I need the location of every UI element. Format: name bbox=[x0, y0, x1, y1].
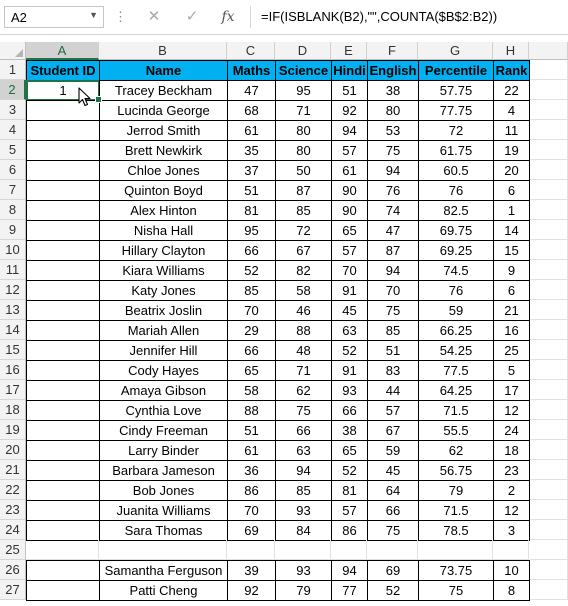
cell-rank[interactable]: 11 bbox=[493, 120, 530, 141]
cell-science[interactable]: 93 bbox=[275, 560, 332, 581]
cell-name[interactable]: Cody Hayes bbox=[99, 360, 228, 381]
empty-cell[interactable] bbox=[530, 120, 568, 140]
row-header-6[interactable]: 6 bbox=[0, 160, 26, 180]
header-cell-rank[interactable]: Rank bbox=[493, 60, 530, 81]
cell-percentile[interactable]: 54.25 bbox=[418, 340, 494, 361]
row-header-11[interactable]: 11 bbox=[0, 260, 26, 280]
cell-hindi[interactable]: 57 bbox=[331, 140, 368, 161]
cell-hindi[interactable]: 94 bbox=[331, 120, 368, 141]
empty-cell[interactable] bbox=[530, 520, 568, 540]
cell-english[interactable]: 38 bbox=[367, 80, 419, 101]
cell-name[interactable]: Bob Jones bbox=[99, 480, 228, 501]
cell-maths[interactable]: 35 bbox=[227, 140, 276, 161]
cell-maths[interactable]: 86 bbox=[227, 480, 276, 501]
empty-cell[interactable] bbox=[530, 420, 568, 440]
cell-english[interactable]: 51 bbox=[367, 340, 419, 361]
cell-hindi[interactable]: 77 bbox=[331, 580, 368, 601]
row-header-13[interactable]: 13 bbox=[0, 300, 26, 320]
cell-english[interactable]: 87 bbox=[367, 240, 419, 261]
cell-maths[interactable]: 88 bbox=[227, 400, 276, 421]
row-header-7[interactable]: 7 bbox=[0, 180, 26, 200]
empty-cell[interactable] bbox=[275, 540, 331, 560]
check-icon[interactable]: ✓ bbox=[185, 8, 199, 25]
cell-name[interactable]: Jerrod Smith bbox=[99, 120, 228, 141]
cell-english[interactable]: 75 bbox=[367, 140, 419, 161]
cell-name[interactable]: Patti Cheng bbox=[99, 580, 228, 601]
column-header-h[interactable]: H bbox=[493, 42, 529, 60]
cell-id[interactable] bbox=[26, 400, 100, 421]
formula-input[interactable]: =IF(ISBLANK(B2),"",COUNTA($B$2:B2)) bbox=[250, 6, 568, 28]
empty-cell[interactable] bbox=[530, 440, 568, 460]
cell-id[interactable] bbox=[26, 320, 100, 341]
cell-id[interactable] bbox=[26, 300, 100, 321]
cell-english[interactable]: 83 bbox=[367, 360, 419, 381]
more-options-icon[interactable]: ⋮ bbox=[114, 9, 126, 24]
cell-maths[interactable]: 66 bbox=[227, 340, 276, 361]
column-header-b[interactable]: B bbox=[99, 42, 227, 60]
cell-science[interactable]: 80 bbox=[275, 140, 332, 161]
column-header-e[interactable]: E bbox=[331, 42, 367, 60]
empty-cell[interactable] bbox=[99, 540, 227, 560]
cell-rank[interactable]: 19 bbox=[493, 140, 530, 161]
cell-maths[interactable]: 70 bbox=[227, 500, 276, 521]
row-header-20[interactable]: 20 bbox=[0, 440, 26, 460]
cell-hindi[interactable]: 91 bbox=[331, 360, 368, 381]
cell-id[interactable] bbox=[26, 220, 100, 241]
column-header-next[interactable] bbox=[529, 42, 568, 60]
cell-english[interactable]: 85 bbox=[367, 320, 419, 341]
cell-percentile[interactable]: 76 bbox=[418, 280, 494, 301]
row-header-3[interactable]: 3 bbox=[0, 100, 26, 120]
cell-id[interactable] bbox=[26, 560, 100, 581]
cell-rank[interactable]: 18 bbox=[493, 440, 530, 461]
cell-maths[interactable]: 47 bbox=[227, 80, 276, 101]
close-icon[interactable]: ✕ bbox=[147, 8, 161, 25]
cell-rank[interactable]: 22 bbox=[493, 80, 530, 101]
cell-science[interactable]: 87 bbox=[275, 180, 332, 201]
cell-percentile[interactable]: 76 bbox=[418, 180, 494, 201]
empty-cell[interactable] bbox=[530, 480, 568, 500]
cell-id[interactable] bbox=[26, 460, 100, 481]
row-header-23[interactable]: 23 bbox=[0, 500, 26, 520]
cell-name[interactable]: Cynthia Love bbox=[99, 400, 228, 421]
empty-cell[interactable] bbox=[530, 580, 568, 600]
cell-rank[interactable]: 24 bbox=[493, 420, 530, 441]
cell-hindi[interactable]: 65 bbox=[331, 440, 368, 461]
cell-english[interactable]: 67 bbox=[367, 420, 419, 441]
cell-maths[interactable]: 95 bbox=[227, 220, 276, 241]
empty-cell[interactable] bbox=[530, 200, 568, 220]
row-header-17[interactable]: 17 bbox=[0, 380, 26, 400]
cell-name[interactable]: Tracey Beckham bbox=[99, 80, 228, 101]
cell-hindi[interactable]: 63 bbox=[331, 320, 368, 341]
cell-percentile[interactable]: 69.75 bbox=[418, 220, 494, 241]
empty-cell[interactable] bbox=[530, 80, 568, 100]
cell-rank[interactable]: 15 bbox=[493, 240, 530, 261]
cell-english[interactable]: 66 bbox=[367, 500, 419, 521]
formula-bar-area bbox=[0, 0, 568, 35]
cell-maths[interactable]: 61 bbox=[227, 120, 276, 141]
empty-cell[interactable] bbox=[530, 140, 568, 160]
cell-hindi[interactable]: 92 bbox=[331, 100, 368, 121]
cell-percentile[interactable]: 56.75 bbox=[418, 460, 494, 481]
cell-name[interactable]: Barbara Jameson bbox=[99, 460, 228, 481]
cell-rank[interactable]: 1 bbox=[493, 200, 530, 221]
row-header-5[interactable]: 5 bbox=[0, 140, 26, 160]
cell-id[interactable] bbox=[26, 500, 100, 521]
cell-rank[interactable]: 14 bbox=[493, 220, 530, 241]
cell-science[interactable]: 85 bbox=[275, 480, 332, 501]
empty-cell[interactable] bbox=[530, 60, 568, 80]
empty-cell[interactable] bbox=[530, 460, 568, 480]
cell-science[interactable]: 67 bbox=[275, 240, 332, 261]
empty-cell[interactable] bbox=[418, 540, 493, 560]
empty-cell[interactable] bbox=[530, 300, 568, 320]
cell-name[interactable]: Sara Thomas bbox=[99, 520, 228, 541]
cell-science[interactable]: 79 bbox=[275, 580, 332, 601]
cell-name[interactable]: Alex Hinton bbox=[99, 200, 228, 221]
cell-english[interactable]: 47 bbox=[367, 220, 419, 241]
row-header-19[interactable]: 19 bbox=[0, 420, 26, 440]
header-cell-maths[interactable]: Maths bbox=[227, 60, 276, 81]
select-all-corner[interactable] bbox=[0, 42, 26, 60]
cell-id[interactable] bbox=[26, 180, 100, 201]
cell-rank[interactable]: 12 bbox=[493, 400, 530, 421]
cell-id[interactable] bbox=[26, 240, 100, 261]
empty-cell[interactable] bbox=[530, 360, 568, 380]
cell-percentile[interactable]: 69.25 bbox=[418, 240, 494, 261]
cell-id[interactable] bbox=[26, 580, 100, 601]
cell-name[interactable]: Katy Jones bbox=[99, 280, 228, 301]
cell-science[interactable]: 84 bbox=[275, 520, 332, 541]
cell-science[interactable]: 82 bbox=[275, 260, 332, 281]
cell-hindi[interactable]: 57 bbox=[331, 500, 368, 521]
cell-id[interactable] bbox=[26, 340, 100, 361]
cell-hindi[interactable]: 65 bbox=[331, 220, 368, 241]
empty-cell[interactable] bbox=[530, 240, 568, 260]
row-header-8[interactable]: 8 bbox=[0, 200, 26, 220]
column-header-c[interactable]: C bbox=[227, 42, 275, 60]
row-header-15[interactable]: 15 bbox=[0, 340, 26, 360]
name-box[interactable] bbox=[4, 6, 104, 28]
cell-percentile[interactable]: 72 bbox=[418, 120, 494, 141]
empty-cell[interactable] bbox=[530, 260, 568, 280]
cell-hindi[interactable]: 90 bbox=[331, 200, 368, 221]
row-header-18[interactable]: 18 bbox=[0, 400, 26, 420]
cell-percentile[interactable]: 62 bbox=[418, 440, 494, 461]
cell-hindi[interactable]: 93 bbox=[331, 380, 368, 401]
cell-english[interactable]: 45 bbox=[367, 460, 419, 481]
header-cell-hindi[interactable]: Hindi bbox=[331, 60, 368, 81]
cell-name[interactable]: Cindy Freeman bbox=[99, 420, 228, 441]
cell-hindi[interactable]: 45 bbox=[331, 300, 368, 321]
cell-percentile[interactable]: 77.5 bbox=[418, 360, 494, 381]
cell-maths[interactable]: 81 bbox=[227, 200, 276, 221]
cell-science[interactable]: 75 bbox=[275, 400, 332, 421]
cell-english[interactable]: 57 bbox=[367, 400, 419, 421]
cell-rank[interactable]: 25 bbox=[493, 340, 530, 361]
empty-cell[interactable] bbox=[530, 560, 568, 580]
cell-english[interactable]: 69 bbox=[367, 560, 419, 581]
empty-cell[interactable] bbox=[530, 320, 568, 340]
cell-rank[interactable]: 20 bbox=[493, 160, 530, 181]
row-header-27[interactable]: 27 bbox=[0, 580, 26, 600]
cell-name[interactable]: Mariah Allen bbox=[99, 320, 228, 341]
column-header-d[interactable]: D bbox=[275, 42, 331, 60]
cell-hindi[interactable]: 70 bbox=[331, 260, 368, 281]
cell-percentile[interactable]: 78.5 bbox=[418, 520, 494, 541]
cell-science[interactable]: 85 bbox=[275, 200, 332, 221]
cell-rank[interactable]: 8 bbox=[493, 580, 530, 601]
cell-id[interactable] bbox=[26, 140, 100, 161]
cell-english[interactable]: 80 bbox=[367, 100, 419, 121]
cell-rank[interactable]: 3 bbox=[493, 520, 530, 541]
cell-rank[interactable]: 10 bbox=[493, 560, 530, 581]
row-header-16[interactable]: 16 bbox=[0, 360, 26, 380]
cell-id[interactable] bbox=[26, 160, 100, 181]
cell-hindi[interactable]: 81 bbox=[331, 480, 368, 501]
empty-cell[interactable] bbox=[530, 180, 568, 200]
cell-maths[interactable]: 58 bbox=[227, 380, 276, 401]
cell-maths[interactable]: 65 bbox=[227, 360, 276, 381]
cell-id[interactable] bbox=[26, 520, 100, 541]
column-header-g[interactable]: G bbox=[418, 42, 493, 60]
cell-percentile[interactable]: 74.5 bbox=[418, 260, 494, 281]
cell-hindi[interactable]: 66 bbox=[331, 400, 368, 421]
cell-name[interactable]: Juanita Williams bbox=[99, 500, 228, 521]
empty-cell[interactable] bbox=[530, 400, 568, 420]
cell-english[interactable]: 75 bbox=[367, 300, 419, 321]
cell-maths[interactable]: 37 bbox=[227, 160, 276, 181]
cell-id[interactable] bbox=[26, 440, 100, 461]
cell-maths[interactable]: 52 bbox=[227, 260, 276, 281]
cell-name[interactable]: Samantha Ferguson bbox=[99, 560, 228, 581]
header-cell-percentile[interactable]: Percentile bbox=[418, 60, 494, 81]
cell-hindi[interactable]: 61 bbox=[331, 160, 368, 181]
row-header-21[interactable]: 21 bbox=[0, 460, 26, 480]
cell-percentile[interactable]: 71.5 bbox=[418, 500, 494, 521]
cell-id[interactable] bbox=[26, 120, 100, 141]
row-header-24[interactable]: 24 bbox=[0, 520, 26, 540]
cell-percentile[interactable]: 75 bbox=[418, 580, 494, 601]
cell-percentile[interactable]: 55.5 bbox=[418, 420, 494, 441]
cell-science[interactable]: 71 bbox=[275, 100, 332, 121]
cell-rank[interactable]: 16 bbox=[493, 320, 530, 341]
cell-name[interactable]: Kiara Williams bbox=[99, 260, 228, 281]
cell-name[interactable]: Brett Newkirk bbox=[99, 140, 228, 161]
cell-name[interactable]: Nisha Hall bbox=[99, 220, 228, 241]
cell-hindi[interactable]: 94 bbox=[331, 560, 368, 581]
cell-maths[interactable]: 39 bbox=[227, 560, 276, 581]
cell-name[interactable]: Lucinda George bbox=[99, 100, 228, 121]
cell-maths[interactable]: 29 bbox=[227, 320, 276, 341]
cell-name[interactable]: Quinton Boyd bbox=[99, 180, 228, 201]
cell-science[interactable]: 80 bbox=[275, 120, 332, 141]
cell-name[interactable]: Hillary Clayton bbox=[99, 240, 228, 261]
cell-maths[interactable]: 92 bbox=[227, 580, 276, 601]
row-header-14[interactable]: 14 bbox=[0, 320, 26, 340]
cell-percentile[interactable]: 77.75 bbox=[418, 100, 494, 121]
cell-science[interactable]: 88 bbox=[275, 320, 332, 341]
header-cell-name[interactable]: Name bbox=[99, 60, 228, 81]
cell-maths[interactable]: 66 bbox=[227, 240, 276, 261]
cell-id[interactable] bbox=[26, 480, 100, 501]
cell-percentile[interactable]: 82.5 bbox=[418, 200, 494, 221]
cell-english[interactable]: 94 bbox=[367, 260, 419, 281]
cell-rank[interactable]: 5 bbox=[493, 360, 530, 381]
empty-cell[interactable] bbox=[367, 540, 418, 560]
cell-percentile[interactable]: 66.25 bbox=[418, 320, 494, 341]
cell-maths[interactable]: 70 bbox=[227, 300, 276, 321]
cell-science[interactable]: 94 bbox=[275, 460, 332, 481]
cell-maths[interactable]: 61 bbox=[227, 440, 276, 461]
cell-percentile[interactable]: 61.75 bbox=[418, 140, 494, 161]
row-header-2[interactable]: 2 bbox=[0, 80, 26, 100]
empty-cell[interactable] bbox=[530, 540, 568, 560]
cell-name[interactable]: Larry Binder bbox=[99, 440, 228, 461]
cell-maths[interactable]: 85 bbox=[227, 280, 276, 301]
cell-science[interactable]: 95 bbox=[275, 80, 332, 101]
cell-hindi[interactable]: 86 bbox=[331, 520, 368, 541]
cell-id[interactable] bbox=[26, 360, 100, 381]
cell-percentile[interactable]: 71.5 bbox=[418, 400, 494, 421]
cell-science[interactable]: 48 bbox=[275, 340, 332, 361]
cell-id[interactable] bbox=[26, 420, 100, 441]
cell-science[interactable]: 63 bbox=[275, 440, 332, 461]
empty-cell[interactable] bbox=[530, 340, 568, 360]
cell-hindi[interactable]: 52 bbox=[331, 340, 368, 361]
empty-cell[interactable] bbox=[530, 100, 568, 120]
fill-handle[interactable] bbox=[95, 96, 102, 103]
cell-name[interactable]: Beatrix Joslin bbox=[99, 300, 228, 321]
cell-hindi[interactable]: 51 bbox=[331, 80, 368, 101]
cell-maths[interactable]: 68 bbox=[227, 100, 276, 121]
empty-cell[interactable] bbox=[530, 220, 568, 240]
cell-rank[interactable]: 4 bbox=[493, 100, 530, 121]
cell-english[interactable]: 70 bbox=[367, 280, 419, 301]
cell-english[interactable]: 64 bbox=[367, 480, 419, 501]
cell-english[interactable]: 59 bbox=[367, 440, 419, 461]
cell-name[interactable]: Amaya Gibson bbox=[99, 380, 228, 401]
row-header-22[interactable]: 22 bbox=[0, 480, 26, 500]
cell-science[interactable]: 50 bbox=[275, 160, 332, 181]
cell-english[interactable]: 76 bbox=[367, 180, 419, 201]
cell-id[interactable] bbox=[26, 200, 100, 221]
insert-function-button[interactable]: fx bbox=[221, 9, 235, 25]
cell-english[interactable]: 44 bbox=[367, 380, 419, 401]
cell-science[interactable]: 93 bbox=[275, 500, 332, 521]
cell-id[interactable] bbox=[26, 260, 100, 281]
cell-english[interactable]: 52 bbox=[367, 580, 419, 601]
cell-percentile[interactable]: 73.75 bbox=[418, 560, 494, 581]
cell-english[interactable]: 94 bbox=[367, 160, 419, 181]
cell-percentile[interactable]: 57.75 bbox=[418, 80, 494, 101]
cell-percentile[interactable]: 59 bbox=[418, 300, 494, 321]
header-cell-id[interactable]: Student ID bbox=[26, 60, 100, 81]
row-header-10[interactable]: 10 bbox=[0, 240, 26, 260]
cell-hindi[interactable]: 90 bbox=[331, 180, 368, 201]
cell-id[interactable] bbox=[26, 380, 100, 401]
empty-cell[interactable] bbox=[493, 540, 529, 560]
row-header-4[interactable]: 4 bbox=[0, 120, 26, 140]
cell-hindi[interactable]: 38 bbox=[331, 420, 368, 441]
cell-rank[interactable]: 9 bbox=[493, 260, 530, 281]
empty-cell[interactable] bbox=[530, 380, 568, 400]
empty-cell[interactable] bbox=[530, 280, 568, 300]
cell-science[interactable]: 66 bbox=[275, 420, 332, 441]
cell-name[interactable]: Jennifer Hill bbox=[99, 340, 228, 361]
row-header-1[interactable]: 1 bbox=[0, 60, 26, 80]
row-header-9[interactable]: 9 bbox=[0, 220, 26, 240]
cell-hindi[interactable]: 57 bbox=[331, 240, 368, 261]
cell-rank[interactable]: 21 bbox=[493, 300, 530, 321]
cell-hindi[interactable]: 52 bbox=[331, 460, 368, 481]
row-header-25[interactable]: 25 bbox=[0, 540, 26, 560]
column-header-f[interactable]: F bbox=[367, 42, 418, 60]
cell-science[interactable]: 46 bbox=[275, 300, 332, 321]
cell-percentile[interactable]: 64.25 bbox=[418, 380, 494, 401]
cell-english[interactable]: 74 bbox=[367, 200, 419, 221]
cell-maths[interactable]: 51 bbox=[227, 420, 276, 441]
header-cell-science[interactable]: Science bbox=[275, 60, 332, 81]
name-box-value: A2 bbox=[11, 10, 27, 25]
cell-rank[interactable]: 6 bbox=[493, 280, 530, 301]
cell-hindi[interactable]: 91 bbox=[331, 280, 368, 301]
header-cell-english[interactable]: English bbox=[367, 60, 419, 81]
cell-english[interactable]: 75 bbox=[367, 520, 419, 541]
cell-rank[interactable]: 23 bbox=[493, 460, 530, 481]
cell-rank[interactable]: 17 bbox=[493, 380, 530, 401]
empty-cell[interactable] bbox=[26, 540, 99, 560]
chevron-down-icon[interactable]: ▼ bbox=[89, 10, 98, 20]
cell-english[interactable]: 53 bbox=[367, 120, 419, 141]
cell-name[interactable]: Chloe Jones bbox=[99, 160, 228, 181]
cell-science[interactable]: 58 bbox=[275, 280, 332, 301]
cell-science[interactable]: 62 bbox=[275, 380, 332, 401]
cell-rank[interactable]: 2 bbox=[493, 480, 530, 501]
active-cell[interactable]: 1 bbox=[26, 80, 100, 101]
column-header-a[interactable]: A bbox=[26, 42, 99, 60]
cell-percentile[interactable]: 79 bbox=[418, 480, 494, 501]
cell-id[interactable] bbox=[26, 280, 100, 301]
cell-maths[interactable]: 36 bbox=[227, 460, 276, 481]
empty-cell[interactable] bbox=[331, 540, 367, 560]
cell-maths[interactable]: 51 bbox=[227, 180, 276, 201]
row-header-12[interactable]: 12 bbox=[0, 280, 26, 300]
empty-cell[interactable] bbox=[530, 500, 568, 520]
cell-rank[interactable]: 6 bbox=[493, 180, 530, 201]
cell-percentile[interactable]: 60.5 bbox=[418, 160, 494, 181]
empty-cell[interactable] bbox=[530, 160, 568, 180]
cell-maths[interactable]: 69 bbox=[227, 520, 276, 541]
cell-science[interactable]: 71 bbox=[275, 360, 332, 381]
empty-cell[interactable] bbox=[227, 540, 275, 560]
cell-rank[interactable]: 12 bbox=[493, 500, 530, 521]
row-header-26[interactable]: 26 bbox=[0, 560, 26, 580]
cell-science[interactable]: 72 bbox=[275, 220, 332, 241]
mouse-pointer-icon bbox=[78, 87, 92, 107]
